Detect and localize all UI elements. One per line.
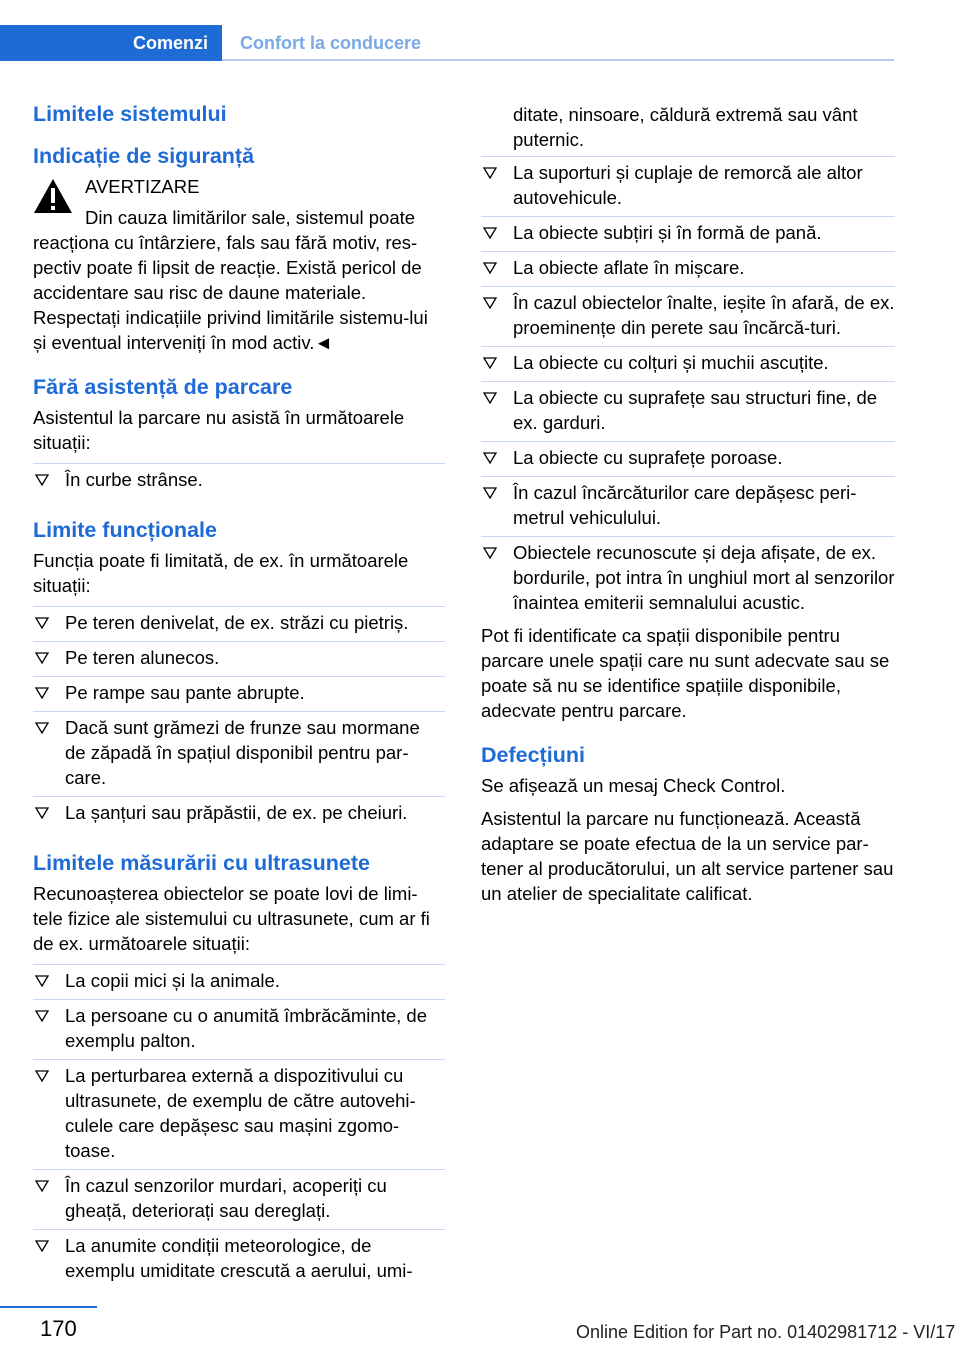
- list-item-text: La persoane cu o anumită îmbrăcăminte, de exemplu palton.: [65, 1005, 427, 1051]
- bullet-triangle-icon: [35, 1070, 49, 1082]
- ultrasound-list: [33, 964, 445, 1289]
- ultrasound-heading: Limitele măsurării cu ultrasunete: [33, 851, 370, 875]
- no-assist-heading: Fără asistență de parcare: [33, 375, 293, 399]
- continuation-text: ditate, ninsoare, căldură extremă sau vânt puternic.: [513, 104, 858, 150]
- bullet-triangle-icon: [35, 1240, 49, 1252]
- bullet-triangle-icon: [35, 975, 49, 987]
- bullet-triangle-icon: [483, 392, 497, 404]
- list-item-text: La obiecte aflate în mișcare.: [513, 257, 745, 278]
- list-item-text: Pe teren denivelat, de ex. străzi cu pietriș.: [65, 612, 409, 633]
- list-item: [33, 641, 445, 676]
- no-assist-text: Asistentul la parcare nu asistă în următoarele situații:: [33, 407, 405, 453]
- bullet-triangle-icon: [35, 687, 49, 699]
- list-item-text: În cazul obiectelor înalte, ieșite în afară, de ex. proeminențe din perete sau încărcă-turi.: [513, 292, 895, 338]
- safety-heading: Indicație de siguranță: [33, 144, 255, 168]
- list-item: [481, 286, 895, 346]
- list-item: [33, 964, 445, 999]
- header-divider: [222, 59, 894, 61]
- bullet-triangle-icon: [35, 474, 49, 486]
- list-item-text: Pe rampe sau pante abrupte.: [65, 682, 305, 703]
- warning-title: AVERTIZARE: [85, 176, 200, 197]
- edition-text: Online Edition for Part no. 01402981712 - VI/17: [576, 1322, 956, 1342]
- warning-box: [33, 174, 445, 355]
- ultrasound-text: Recunoașterea obiectelor se poate lovi de limi-tele fizice ale sistemului cu ultrasunete, cum ar fi de ex. următoarele situații:: [33, 883, 430, 954]
- bullet-triangle-icon: [483, 227, 497, 239]
- limits-heading: Limite funcționale: [33, 518, 217, 542]
- list-item-text: În curbe strânse.: [65, 469, 203, 490]
- list-item-text: La obiecte cu suprafețe poroase.: [513, 447, 783, 468]
- list-item-text: Dacă sunt grămezi de frunze sau mormane de zăpadă în spațiul disponibil pentru par-care.: [65, 717, 420, 788]
- list-item-text: La perturbarea externă a dispozitivului cu ultrasunete, de exemplu de către autovehi-culele care depășesc sau mașini zgomo-toase.: [65, 1065, 416, 1161]
- list-item: [33, 1059, 445, 1169]
- limits-text: Funcția poate fi limitată, de ex. în următoarele situații:: [33, 550, 409, 596]
- footer-divider: [0, 1306, 97, 1308]
- tab-comenzi-label: Comenzi: [132, 32, 208, 53]
- bullet-triangle-icon: [483, 297, 497, 309]
- faults-heading: Defecțiuni: [481, 743, 585, 767]
- list-item: [481, 216, 895, 251]
- bullet-triangle-icon: [35, 1010, 49, 1022]
- warning-triangle-icon: [33, 178, 73, 214]
- list-item: [33, 999, 445, 1059]
- tab-confort-label: Confort la conducere: [240, 32, 422, 53]
- bullet-triangle-icon: [35, 807, 49, 819]
- list-item: [481, 476, 895, 536]
- bullet-triangle-icon: [483, 357, 497, 369]
- right-column: [481, 102, 895, 914]
- bullet-triangle-icon: [35, 1180, 49, 1192]
- list-item-text: La obiecte cu suprafețe sau structuri fine, de ex. garduri.: [513, 387, 878, 433]
- list-item-text: La anumite condiții meteorologice, de exemplu umiditate crescută a aerului, umi-: [65, 1235, 413, 1281]
- section-title: Limitele sistemului: [33, 102, 227, 126]
- bullet-triangle-icon: [483, 262, 497, 274]
- bullet-triangle-icon: [35, 722, 49, 734]
- parking-text: Pot fi identificate ca spații disponibile pentru parcare unele spații care nu sunt adecvate sau se poate să nu se identifice spațiile disponibile, adecvate pentru parcare.: [481, 625, 890, 721]
- bullet-triangle-icon: [483, 167, 497, 179]
- bullet-triangle-icon: [483, 487, 497, 499]
- tab-comenzi[interactable]: [0, 25, 222, 61]
- warning-text: Din cauza limitărilor sale, sistemul poate reacționa cu întârziere, fals sau fără motiv, res-pectiv poate fi lipsit de reacție. Există pericol de accidentare sau risc de daune materiale. Respectați indicațiile privind limitările sistemu-lui și eventual interveniți în mod activ.◄: [33, 207, 428, 353]
- list-item: [481, 536, 895, 621]
- list-item: [33, 463, 445, 498]
- objects-list: [481, 156, 895, 621]
- list-item: [481, 441, 895, 476]
- bullet-triangle-icon: [35, 652, 49, 664]
- list-item-text: Pe teren alunecos.: [65, 647, 220, 668]
- list-item: [33, 606, 445, 641]
- no-assist-list: [33, 463, 445, 498]
- list-item-text: În cazul senzorilor murdari, acoperiți cu gheață, deteriorați sau dereglați.: [65, 1175, 387, 1221]
- list-item-text: La copii mici și la animale.: [65, 970, 280, 991]
- list-item-text: La șanțuri sau prăpăstii, de ex. pe cheiuri.: [65, 802, 408, 823]
- bullet-triangle-icon: [483, 547, 497, 559]
- list-item: [481, 156, 895, 216]
- list-item-text: La suporturi și cuplaje de remorcă ale altor autovehicule.: [513, 162, 863, 208]
- list-item: [481, 251, 895, 286]
- limits-list: [33, 606, 445, 831]
- list-item-text: La obiecte cu colțuri și muchii ascuțite.: [513, 352, 829, 373]
- list-item: [33, 676, 445, 711]
- bullet-triangle-icon: [35, 617, 49, 629]
- faults-text-2: Asistentul la parcare nu funcționează. Această adaptare se poate efectua de la un service par-tener al producătorului, un alt service partener sau un atelier de specialitate calificat.: [481, 808, 894, 904]
- faults-text-1: Se afișează un mesaj Check Control.: [481, 775, 786, 796]
- page-header: [0, 0, 960, 64]
- list-item: [33, 796, 445, 831]
- list-item: [33, 1229, 445, 1289]
- list-item-text: Obiectele recunoscute și deja afișate, de ex. bordurile, pot intra în unghiul mort al senzorilor înaintea emiterii semnalului acustic.: [513, 542, 895, 613]
- list-item: [481, 346, 895, 381]
- list-item-text: În cazul încărcăturilor care depășesc peri-metrul vehiculului.: [513, 482, 857, 528]
- list-item: [33, 711, 445, 796]
- left-column: [33, 100, 445, 1289]
- list-item: [33, 1169, 445, 1229]
- list-item: [481, 381, 895, 441]
- page-number: 170: [40, 1316, 77, 1341]
- bullet-triangle-icon: [483, 452, 497, 464]
- list-item-text: La obiecte subțiri și în formă de pană.: [513, 222, 822, 243]
- tab-confort-la-conducere[interactable]: [240, 25, 421, 61]
